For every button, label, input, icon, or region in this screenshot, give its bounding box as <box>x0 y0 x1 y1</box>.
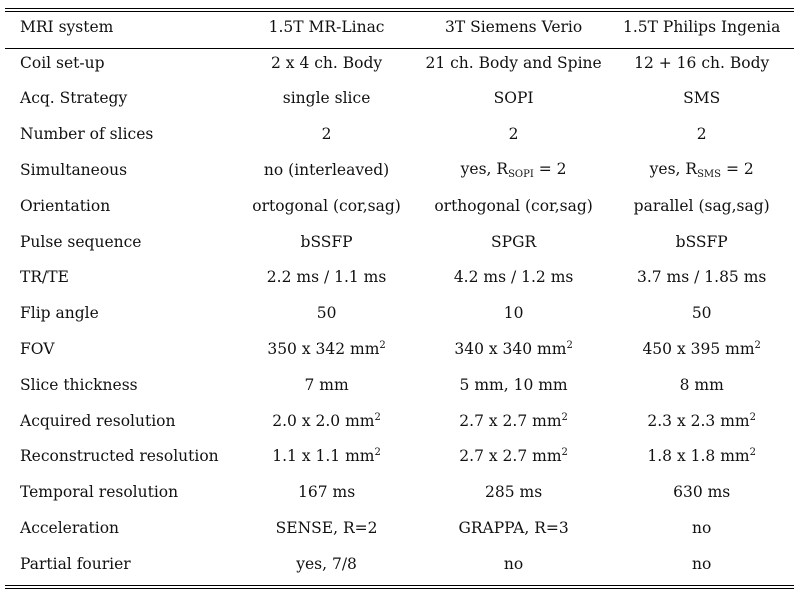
cell-text: 2.7 x 2.7 mm <box>459 411 562 430</box>
table-cell: 2 <box>321 125 332 144</box>
table-cell: 630 ms <box>673 483 731 502</box>
table-cell <box>235 152 418 188</box>
table-cell: 2 <box>696 125 707 144</box>
table-cell: no <box>692 519 712 538</box>
table-cell: SENSE, R=2 <box>275 519 378 538</box>
table-row <box>5 45 794 81</box>
table-cell: 10 <box>503 304 524 323</box>
table-cell: 2.2 ms / 1.1 ms <box>266 268 387 287</box>
row-label: Flip angle <box>20 304 99 323</box>
table-cell <box>609 152 794 188</box>
cell-superscript: 2 <box>749 411 756 423</box>
cell-superscript: 2 <box>374 411 381 423</box>
table-cell: GRAPPA, R=3 <box>458 519 569 538</box>
table-cell <box>418 152 610 188</box>
table-row <box>5 546 794 582</box>
cell-superscript: 2 <box>561 411 568 423</box>
table-cell: 4.2 ms / 1.2 ms <box>453 268 574 287</box>
table-cell: single slice <box>282 89 371 108</box>
row-label: Temporal resolution <box>20 483 179 502</box>
cell-superscript: 2 <box>566 340 573 352</box>
table-cell: SMS <box>683 89 721 108</box>
table-cell: parallel (sag,sag) <box>633 196 770 215</box>
table-cell: bSSFP <box>675 232 728 251</box>
table-row <box>5 510 794 546</box>
table-cell: SPGR <box>491 232 537 251</box>
table-cell: 8 mm <box>679 375 724 394</box>
table-cell: 21 ch. Body and Spine <box>425 53 602 72</box>
table-row <box>5 367 794 403</box>
table-row <box>5 260 794 296</box>
cell-text: = 2 <box>533 160 567 179</box>
table-cell <box>609 331 794 367</box>
table-row <box>5 403 794 439</box>
table-cell: no <box>692 554 712 573</box>
table-row <box>5 81 794 117</box>
row-label: Simultaneous <box>20 161 128 180</box>
cell-superscript: 2 <box>754 340 761 352</box>
table-cell <box>609 439 794 475</box>
table-cell <box>418 403 610 439</box>
cell-subscript: SOPI <box>508 169 534 181</box>
header-cell: MRI system <box>20 17 114 36</box>
table-cell: ortogonal (cor,sag) <box>252 196 401 215</box>
table-row <box>5 188 794 224</box>
table-cell: no <box>503 554 524 573</box>
table-cell: 2 <box>508 125 519 144</box>
cell-text: 450 x 395 mm <box>642 340 755 359</box>
row-label: Acceleration <box>20 519 120 538</box>
table-row <box>5 474 794 510</box>
table-row <box>5 224 794 260</box>
cell-text: yes, R <box>460 160 509 179</box>
row-label: TR/TE <box>20 268 69 287</box>
cell-subscript: SMS <box>697 169 722 181</box>
table-cell <box>418 439 610 475</box>
cell-text: 350 x 342 mm <box>267 340 380 359</box>
table-body <box>5 45 794 582</box>
mri-parameters-table <box>5 9 794 582</box>
table-cell: 285 ms <box>485 483 543 502</box>
header-row <box>5 9 794 45</box>
cell-superscript: 2 <box>561 447 568 459</box>
table-cell: SOPI <box>493 89 534 108</box>
bottom-rule-inner <box>5 585 794 586</box>
table-cell <box>235 439 418 475</box>
table-row <box>5 152 794 188</box>
cell-text: 2.0 x 2.0 mm <box>272 411 375 430</box>
table-cell: bSSFP <box>300 232 353 251</box>
cell-text: 2.7 x 2.7 mm <box>459 447 562 466</box>
header-cell: 1.5T MR-Linac <box>268 17 385 36</box>
table-cell: 167 ms <box>297 483 356 502</box>
table-row <box>5 439 794 475</box>
row-label: Orientation <box>20 196 111 215</box>
cell-text: 340 x 340 mm <box>454 340 567 359</box>
header-cell: 3T Siemens Verio <box>444 17 583 36</box>
table-cell <box>609 403 794 439</box>
row-label: FOV <box>20 340 55 359</box>
cell-text: 1.1 x 1.1 mm <box>272 447 375 466</box>
cell-text: = 2 <box>721 160 754 179</box>
table-cell <box>235 331 418 367</box>
table-cell: 2 x 4 ch. Body <box>270 53 383 72</box>
cell-text: 1.8 x 1.8 mm <box>647 447 750 466</box>
cell-superscript: 2 <box>374 447 381 459</box>
row-label: Number of slices <box>20 125 154 144</box>
table-row <box>5 295 794 331</box>
cell-text: yes, R <box>649 160 698 179</box>
table-cell: 50 <box>691 304 712 323</box>
table-cell <box>418 331 610 367</box>
cell-text: 2.3 x 2.3 mm <box>647 411 750 430</box>
row-label: Slice thickness <box>20 375 138 394</box>
row-label: Partial fourier <box>20 554 131 573</box>
table-row <box>5 331 794 367</box>
table-cell: yes, 7/8 <box>296 554 357 573</box>
row-label: Acquired resolution <box>20 411 176 430</box>
row-label: Coil set-up <box>20 53 105 72</box>
bottom-rule <box>5 588 794 589</box>
header-cell: 1.5T Philips Ingenia <box>622 17 781 36</box>
table-row <box>5 116 794 152</box>
row-label: Reconstructed resolution <box>20 447 219 466</box>
table-cell: 12 + 16 ch. Body <box>634 53 770 72</box>
row-label: Acq. Strategy <box>20 89 128 108</box>
table-cell <box>235 403 418 439</box>
table-cell: 7 mm <box>304 375 349 394</box>
table-cell: 50 <box>316 304 337 323</box>
cell-superscript: 2 <box>379 340 386 352</box>
row-label: Pulse sequence <box>20 232 142 251</box>
cell-text: no (interleaved) <box>263 161 390 180</box>
table-cell: 5 mm, 10 mm <box>459 375 568 394</box>
table-cell: 3.7 ms / 1.85 ms <box>636 268 767 287</box>
table-cell: orthogonal (cor,sag) <box>434 196 593 215</box>
cell-superscript: 2 <box>749 447 756 459</box>
